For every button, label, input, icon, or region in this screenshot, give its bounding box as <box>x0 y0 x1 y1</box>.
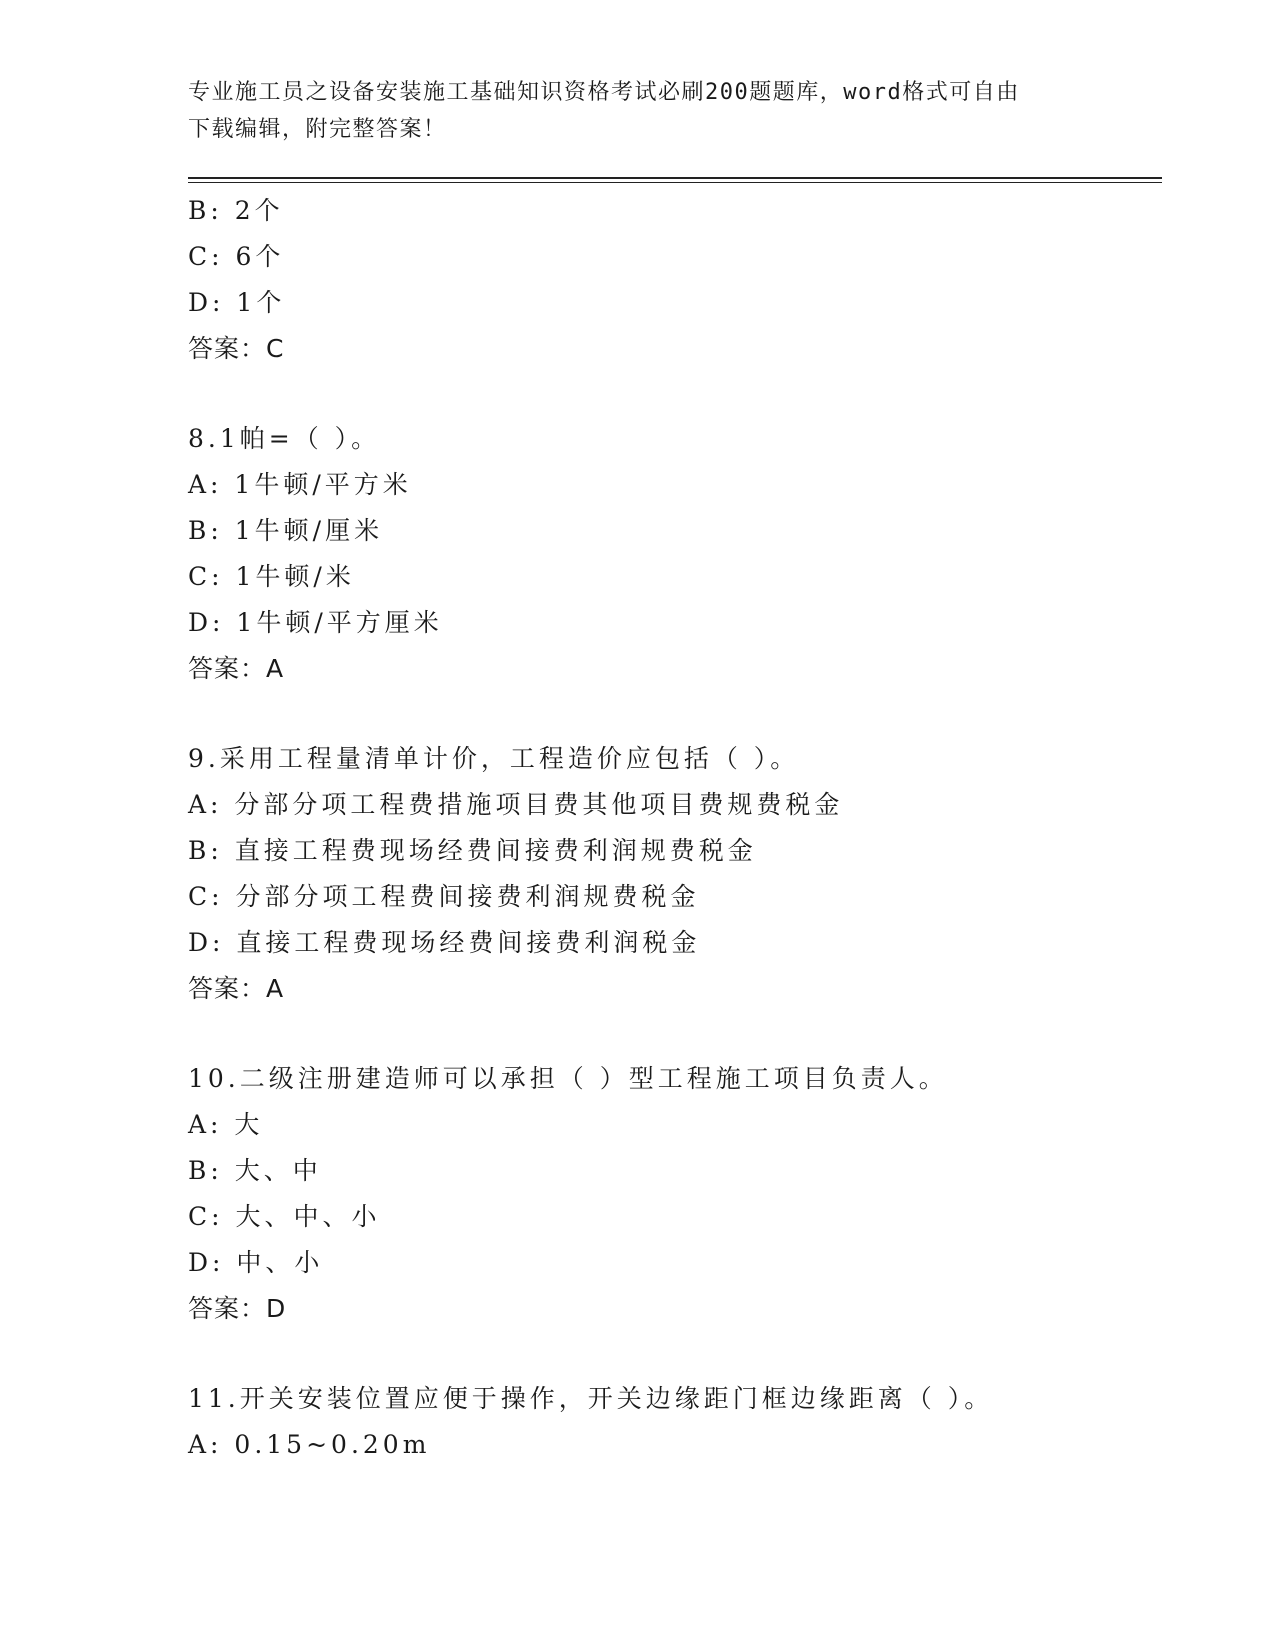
header-divider-thin <box>188 182 1162 183</box>
document-header <box>188 74 1088 148</box>
option-a: A: 大 <box>188 1110 264 1139</box>
option-c: C: 大、中、小 <box>188 1202 381 1231</box>
answer-line: 答案：A <box>188 654 285 683</box>
question-stem: 11.开关安装位置应便于操作，开关边缘距门框边缘距离（ ）。 <box>188 1384 994 1413</box>
answer-line: 答案：D <box>188 1294 287 1323</box>
option-a: A: 0.15~0.20m <box>188 1430 431 1459</box>
option-d: D: 1牛顿/平方厘米 <box>188 608 443 637</box>
option-b: B: 直接工程费现场经费间接费利润规费税金 <box>188 836 757 865</box>
option-b: B: 大、中 <box>188 1156 322 1185</box>
question-8 <box>188 416 1162 692</box>
header-divider-thick <box>188 177 1162 179</box>
option-c: C: 1牛顿/米 <box>188 562 355 591</box>
question-10 <box>188 1056 1162 1332</box>
option-c: C: 6个 <box>188 242 285 271</box>
question-9 <box>188 736 1162 1012</box>
answer-line: 答案：C <box>188 334 285 363</box>
option-b: B: 2个 <box>188 196 284 225</box>
option-d: D: 直接工程费现场经费间接费利润税金 <box>188 928 701 957</box>
question-11 <box>188 1376 1162 1468</box>
header-line-2: 下载编辑，附完整答案！ <box>188 117 447 142</box>
option-b: B: 1牛顿/厘米 <box>188 516 384 545</box>
option-a: A: 1牛顿/平方米 <box>188 470 412 499</box>
option-d: D: 中、小 <box>188 1248 324 1277</box>
answer-line: 答案：A <box>188 974 285 1003</box>
question-stem: 8.1帕=（ ）。 <box>188 424 381 453</box>
question-partial <box>188 188 1162 372</box>
question-list <box>188 188 1162 1468</box>
option-d: D: 1个 <box>188 288 286 317</box>
option-c: C: 分部分项工程费间接费利润规费税金 <box>188 882 700 911</box>
question-stem: 9.采用工程量清单计价，工程造价应包括（ ）。 <box>188 744 800 773</box>
option-a: A: 分部分项工程费措施项目费其他项目费规费税金 <box>188 790 844 819</box>
header-line-1: 专业施工员之设备安装施工基础知识资格考试必刷200题题库，word格式可自由 <box>188 80 1020 105</box>
question-stem: 10.二级注册建造师可以承担（ ）型工程施工项目负责人。 <box>188 1064 948 1093</box>
